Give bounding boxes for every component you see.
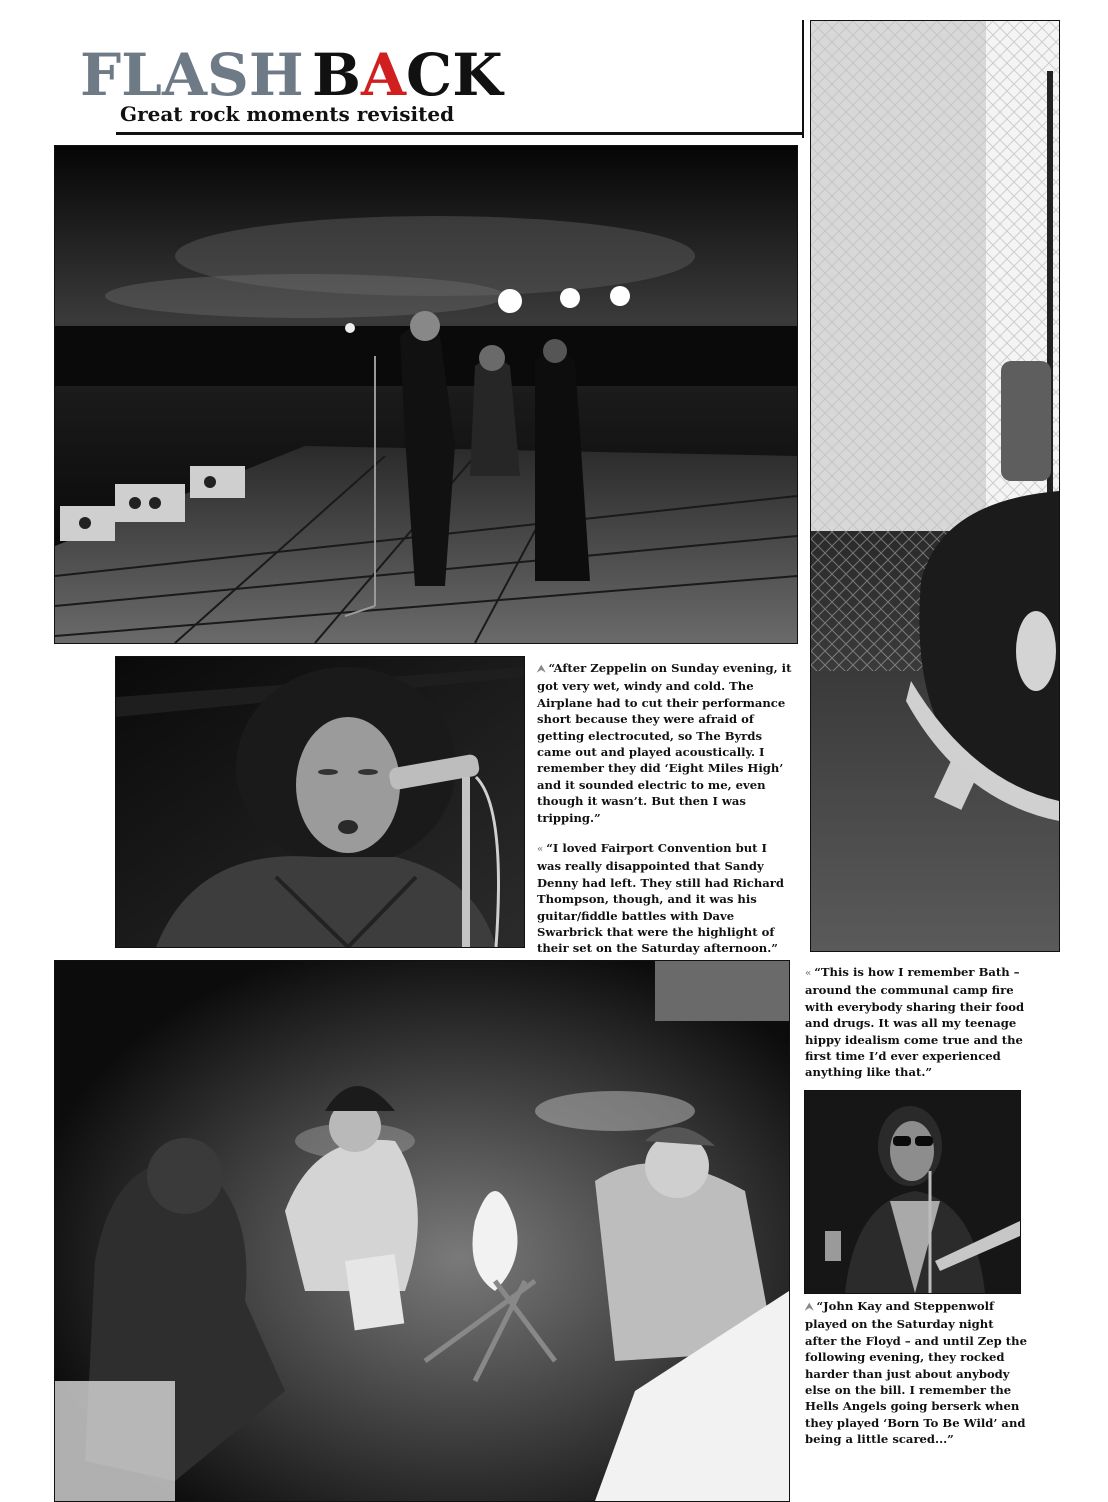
header-rule (116, 132, 804, 135)
caption-steppenwolf (805, 1298, 1027, 1448)
masthead-tagline: Great rock moments revisited (120, 102, 455, 126)
masthead (80, 40, 503, 132)
photo-fence-car (810, 20, 1060, 952)
photo-campfire (54, 960, 790, 1502)
masthead-back-b: B (312, 41, 362, 109)
left-arrow-icon: « (537, 844, 544, 855)
up-arrow-icon: ⮝ (805, 1302, 814, 1313)
left-arrow-icon: « (805, 968, 812, 979)
photo-singer-closeup-image (116, 657, 524, 947)
photo-steppenwolf (804, 1090, 1021, 1294)
photo-byrds-stage-image (55, 146, 797, 643)
photo-steppenwolf-image (805, 1091, 1020, 1293)
caption-steppenwolf-text: “John Kay and Steppenwolf played on the Saturday night after the Floyd – and until Zep the following evening, they rocked harder than just about anybody else on the bill. I remember the Hells Angels going berserk when they played ‘Born To Be Wild’ and being a little scared...” (805, 1299, 1027, 1447)
masthead-back (312, 40, 503, 110)
photo-fence-car-image (811, 21, 1059, 951)
caption-fairport-text: “I loved Fairport Convention but I was really disappointed that Sandy Denny had left. They still had Richard Thompson, though, and it was his guitar/fiddle battles with Dave Swarbrick that were the highlight of their set on the Saturday afternoon.” (537, 841, 785, 956)
caption-byrds-text: “After Zeppelin on Sunday evening, it got very wet, windy and cold. The Airplane had to cut their performance short because they were afraid of getting electrocuted, so The Byrds came out and played acoustically. I remember they did ‘Eight Miles High’ and it sounded electric to me, even though it wasn’t. But then I was tripping.” (537, 661, 792, 825)
photo-byrds-stage (54, 145, 798, 644)
caption-bath-campfire-text: “This is how I remember Bath – around the communal camp fire with everybody sharing their food and drugs. It was all my teenage hippy idealism come true and the first time I’d ever experienced anything like that.” (805, 965, 1025, 1080)
up-arrow-icon: ⮝ (537, 664, 546, 675)
photo-singer-closeup (115, 656, 525, 948)
photo-campfire-image (55, 961, 789, 1501)
masthead-flash: FLASH (80, 41, 304, 109)
caption-byrds (537, 660, 792, 826)
caption-fairport (537, 840, 792, 957)
caption-bath-campfire (805, 964, 1027, 1081)
masthead-back-ck: CK (406, 41, 503, 109)
header-vertical-rule (802, 20, 804, 138)
masthead-back-a: A (361, 41, 407, 109)
